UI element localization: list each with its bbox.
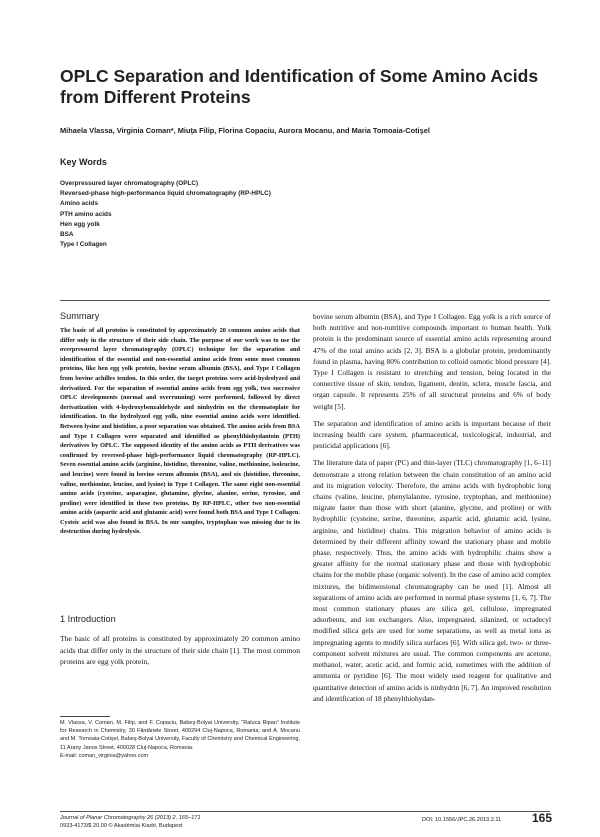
summary-text: The basic of all proteins is constituted by approximately 20 common amino acids that differ only in the structure of their side chain. The purpose of our work was to use the overpressured layer chromatography (OPLC) technique for the separation and identification of the essential and non-essential amino acids from some most common proteins, like hen egg yolk protein, bovine serum albumin (BSA), and Type I Collagen from bovine achilles tendon. In this order, the target proteins were acid-hydrolyzed and derivatized. For the separation of essential amino acids from egg yolk, two successive OPLC developments (normal and overrunning) were performed, followed by direct derivatization with 4-hydroxybenzaldehyde and ninhydrin on the chromatoplate for identification. In the hydrolyzed egg yolk, nine essential amino acids were identified. Between lysine and histidine, a poor separation was obtained. The amino acids from BSA and Type I Collagen were separated and identified as phenylthiohydantoin (PTH) derivatives by OPLC. The supposed identity of the amino acids as PTH derivatives was confirmed by reversed-phase high-performance liquid chromatography (RP-HPLC). Seven essential amino acids (arginine, histidine, threonine, valine, methionine, isoleucine, and leucine) were found in bovine serum albumin (BSA), and six (histidine, threonine, valine, methionine, leucine, and lysine) in Type I Collagen. The same eight non-essential amino acids (cysteine, asparagine, glutamine, glycine, alanine, serine, tyrosine, and proline) were identified in these two proteins. By RP-HPLC, other two non-essential amino acids (aspartic acid and glutamic acid) were found both BSA and Type I Collagen. Cysteic acid was also found in BSA. In our samples, tryptophan was missing due to its destruction during hydrolysis.	[60, 327, 300, 536]
article-title: OPLC Separation and Identification of Some Amino Acids from Different Proteins	[60, 66, 539, 107]
footer-divider	[60, 811, 550, 812]
affiliation-footnote	[60, 719, 300, 760]
summary-heading: Summary	[60, 311, 100, 321]
body-paragraph: The literature data of paper (PC) and thin-layer (TLC) chromatography [1, 6–11] demonstrate a strong relation between the chain constitution of an amino acid and its migration velocity. Therefore, the amino acids with hydrophobic long chains (valine, leucine, phenylalanine, tyrosine, tryptophan, and methionine) migrate faster than those with short (alanine, glycine, and proline) or with hydrophilic (cysteine, serine, threonine, aspartic acid, glutamic acid, lysine, arginine, and histidine) chains. This migration behavior of amino acids is determined by their different affinity toward the stationary phase and mobile phase, respectively. Thus, the amino acids with hydrophilic chains show a greater affinity for the normal stationary phase and those with hydrophobic chains for the mobile phase (organic solvent). In the case of amino acid complex mixtures, the bidimensional chromatography can be used [1]. Almost all separations of amino acids are performed in normal phase systems [1, 6, 7]. The most common stationary phases are silica gel, cellulose, impregnated adsorbents, and ion exchangers. Also, impregnated, silanized, or octadecyl modified silica gels are used for some separations, as well as metal ions as impregnating agents to modify silica surfaces [6]. With silica gel, two- or three-component solvent mixtures are usual. The common components are acetone, methanol, water, acetic acid, and formic acid, sometimes with the addition of ammonia or pyridine [6]. The most widely used reagent for qualitative and quantitative detection of amino acids is ninhydrin [6, 7]. An improved resolution and identification of 18 phenylthiohydan-	[313, 458, 551, 703]
footnote-divider	[60, 716, 110, 717]
section-divider	[60, 300, 550, 301]
keyword-item: PTH amino acids	[60, 210, 112, 218]
author-list: Mihaela Vlassa, Virginia Coman*, Miuţa Filip, Florina Copaciu, Aurora Mocanu, and Maria Tomoaia-Cotişel	[60, 126, 430, 135]
body-paragraph: The separation and identification of amino acids is important because of their increasing health care system, pharmaceutical, toxicological, industrial, and pesticidal applications [6].	[313, 418, 551, 451]
contact-email[interactable]: E-mail: coman_virginia@yahoo.com	[60, 752, 149, 759]
keywords-heading: Key Words	[60, 157, 107, 167]
keyword-item: Overpressured layer chromatography (OPLC)	[60, 180, 199, 187]
page-number: 165	[532, 811, 553, 825]
keyword-item: Hen egg yolk	[60, 220, 100, 228]
right-column	[313, 311, 551, 710]
journal-line: Journal of Planar Chromatography 26 (2013) 2, 165–171	[60, 815, 201, 821]
affiliation-text: M. Vlassa, V. Coman, M. Filip, and F. Copaciu, Babeş-Bolyai University, “Raluca Ripan” Institute for Research in Chemistry, 30 Fântânele Street, 400294 Cluj-Napoca, Romania; and A. Mocanu and M. Tomoaia-Cotişel, Babeş-Bolyai University, Faculty of Chemistry and Chemical Engineering, 11 Arany Janos Street, 400028 Cluj-Napoca, Romania.	[60, 720, 300, 751]
journal-citation	[60, 815, 201, 830]
keyword-item: Reversed-phase high-performance liquid chromatography (RP-HPLC)	[60, 190, 271, 198]
keyword-item: BSA	[60, 231, 74, 239]
body-paragraph: bovine serum albumin (BSA), and Type I Collagen. Egg yolk is a rich source of both nutritive and non-nutritive compounds important to human health. Yolk protein is the predominant source of essential amino acids representing around 47% of the total amino acids [2, 3]. BSA is a globular protein, predominantly found in plasma, having 80% contribution to colloid osmotic blood pressure [4]. Type I Collagen is resistant to stretching and tension, being located in the connective tissue of skin, tendon, ligament, dentin, sclera, muscle fascia, and organ capsule. It represents 25% of all structural proteins and 6% of body weight [5].	[313, 312, 551, 411]
intro-text: The basic of all proteins is constituted by approximately 20 common amino acids that differ only in the structure of their side chain [1]. The most common proteins are egg yolk protein,	[60, 634, 300, 666]
keyword-item: Type I Collagen	[60, 241, 107, 249]
issn-line: 0933-4173/$ 20.00 © Akadémiai Kiadó, Budapest	[60, 822, 183, 829]
keywords-list	[60, 179, 271, 250]
keyword-item: Amino acids	[60, 200, 98, 208]
intro-heading: 1 Introduction	[60, 614, 116, 624]
doi[interactable]: DOI: 10.1556/JPC.26.2013.2.11	[422, 817, 502, 823]
